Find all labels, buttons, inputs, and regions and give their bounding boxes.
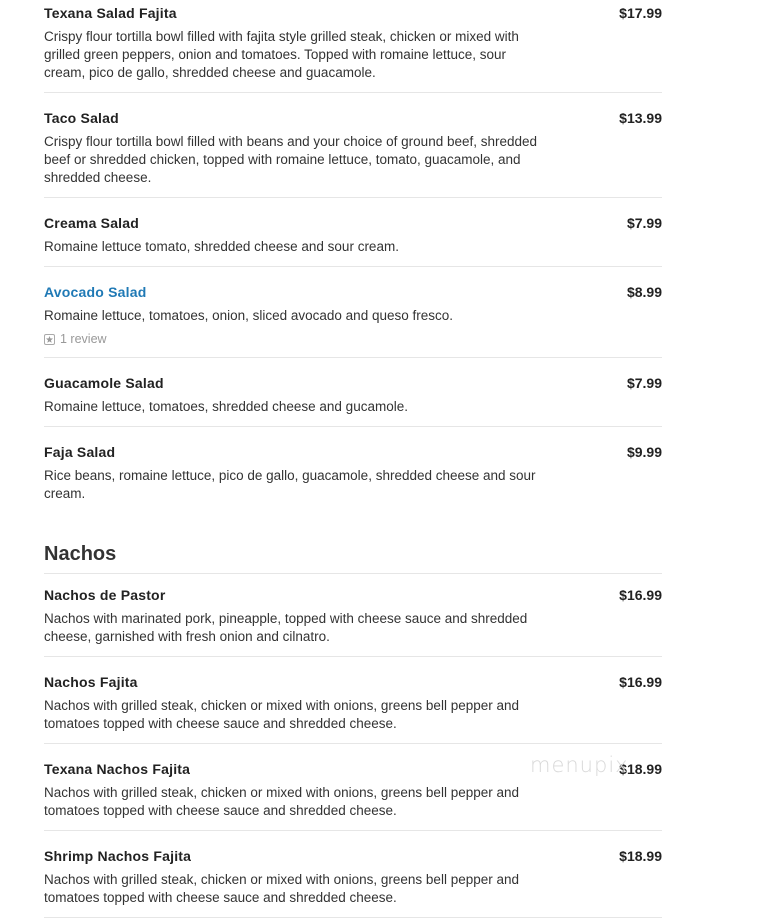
- item-name: Faja Salad: [44, 444, 116, 460]
- menu-item-avocado-salad: [44, 267, 662, 358]
- item-description: Nachos with grilled steak, chicken or mixed with onions, greens bell pepper and tomatoes topped with cheese sauce and shredded cheese.: [44, 785, 520, 818]
- item-description: Crispy flour tortilla bowl filled with fajita style grilled steak, chicken or mixed with grilled green peppers, onion and tomatoes. Topped with romaine lettuce, sour cream, pico de gallo, shredded cheese and guacamole.: [44, 29, 519, 80]
- item-description: Nachos with grilled steak, chicken or mixed with onions, greens bell pepper and tomatoes topped with cheese sauce and shredded cheese.: [44, 872, 520, 905]
- item-price: $18.99: [619, 848, 662, 864]
- item-price: $17.99: [619, 5, 662, 21]
- item-description: Romaine lettuce, tomatoes, shredded cheese and gucamole.: [44, 399, 408, 414]
- item-price: $8.99: [626, 284, 662, 300]
- review-link[interactable]: [44, 331, 662, 347]
- review-star-icon: [44, 334, 55, 345]
- menu-item-guacamole-salad: [44, 358, 662, 427]
- section-heading-nachos: Nachos: [44, 513, 662, 574]
- item-price: $9.99: [626, 444, 662, 460]
- item-description: Nachos with grilled steak, chicken or mixed with onions, greens bell pepper and tomatoes topped with cheese sauce and shredded cheese.: [44, 698, 520, 731]
- item-price: $18.99: [619, 761, 662, 777]
- item-price: $7.99: [626, 375, 662, 391]
- menu-item-texana-salad-fajita: [44, 0, 662, 93]
- item-price: $16.99: [619, 587, 662, 603]
- item-name: Creama Salad: [44, 215, 140, 231]
- menupix-watermark: menupix: [530, 753, 629, 777]
- menu-item-nachos-de-pastor: [44, 574, 662, 657]
- menu-item-shrimp-nachos-fajita: [44, 831, 662, 918]
- item-name: Texana Nachos Fajita: [44, 761, 191, 777]
- review-count: 1 review: [60, 332, 107, 346]
- menu-item-creama-salad: [44, 198, 662, 267]
- menu-item-nachos-fajita: [44, 657, 662, 744]
- item-description: Romaine lettuce, tomatoes, onion, sliced avocado and queso fresco.: [44, 308, 453, 323]
- item-name: Taco Salad: [44, 110, 119, 126]
- item-price: $7.99: [626, 215, 662, 231]
- item-name: Nachos Fajita: [44, 674, 138, 690]
- item-name: Texana Salad Fajita: [44, 5, 177, 21]
- menu-item-faja-salad: [44, 427, 662, 513]
- item-name: Shrimp Nachos Fajita: [44, 848, 192, 864]
- item-description: Romaine lettuce tomato, shredded cheese and sour cream.: [44, 239, 399, 254]
- item-description: Rice beans, romaine lettuce, pico de gallo, guacamole, shredded cheese and sour cream.: [44, 468, 536, 501]
- item-price: $13.99: [619, 110, 662, 126]
- item-description: Crispy flour tortilla bowl filled with beans and your choice of ground beef, shredded beef or shredded chicken, topped with romaine lettuce, tomato, guacamole, and shredded cheese.: [44, 134, 538, 185]
- item-name-link[interactable]: Avocado Salad: [44, 284, 147, 300]
- item-price: $16.99: [619, 674, 662, 690]
- item-description: Nachos with marinated pork, pineapple, topped with cheese sauce and shredded cheese, garnished with fresh onion and cilnatro.: [44, 611, 528, 644]
- item-name: Guacamole Salad: [44, 375, 164, 391]
- item-name: Nachos de Pastor: [44, 587, 166, 603]
- menu-list: [44, 0, 662, 918]
- menu-item-taco-salad: [44, 93, 662, 198]
